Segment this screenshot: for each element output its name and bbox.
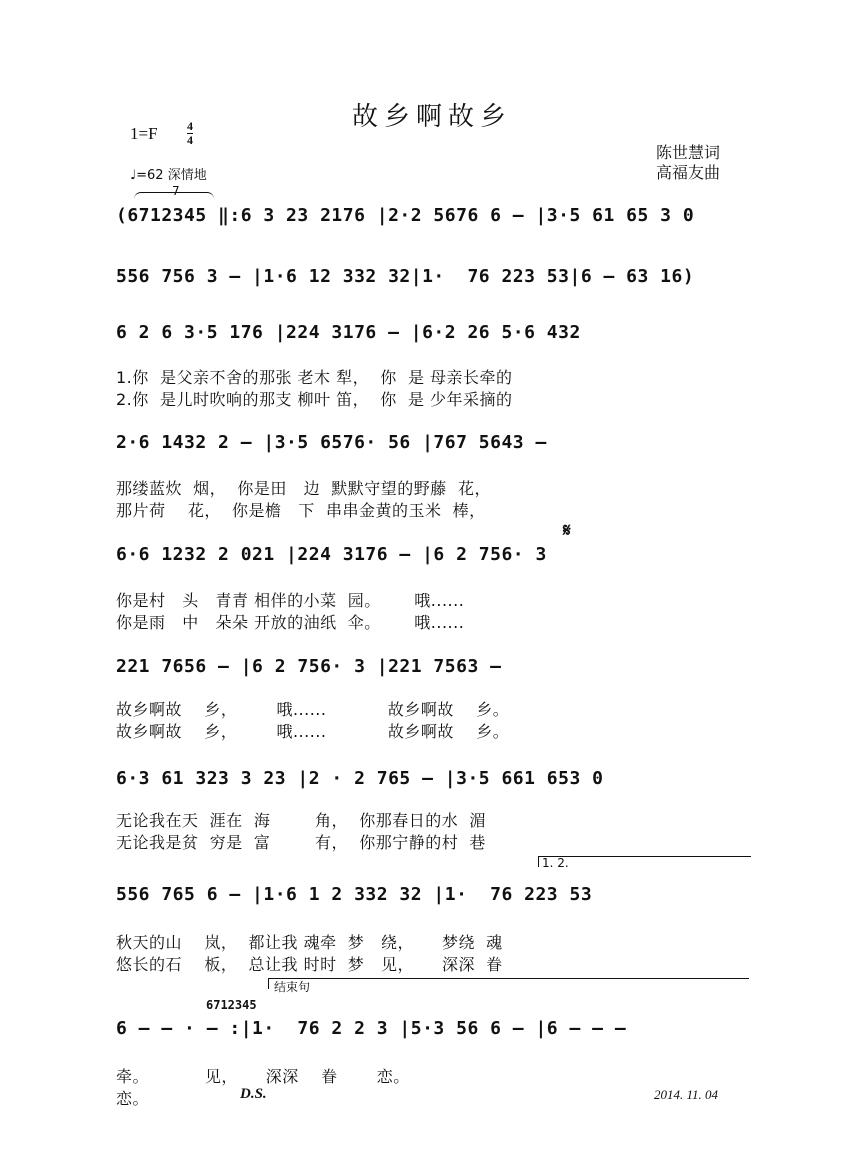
lyric-4-1: 那缕蓝炊 烟， 你是田 边 默默守望的野藤 花， [116, 479, 491, 498]
lyric-5-1: 你是村 头 青青 相伴的小菜 园。 哦...... [116, 591, 465, 610]
time-bottom: 4 [187, 133, 193, 147]
lyric-9-1: 牵。 见， 深深 眷 恋。 [116, 1067, 410, 1086]
lyric-8-1: 秋天的山 岚， 都让我 魂牵 梦 绕， 梦绕 魂 [116, 933, 503, 952]
lyric-8-2: 悠长的石 板， 总让我 时时 梦 见， 深深 眷 [116, 955, 503, 974]
dal-segno-mark: D.S. [240, 1086, 267, 1102]
score-line-4: 2·6 1432 2 – |3·5 6576· 56 |767 5643 – [116, 432, 547, 453]
key-signature: 1=F [130, 124, 158, 143]
volta-label: 1. 2. [542, 856, 569, 870]
song-title: 故乡啊故乡 [351, 102, 512, 132]
lyric-3-2: 2.你 是儿时吹响的那支 柳叶 笛， 你 是 少年采摘的 [116, 390, 513, 409]
ending-intro-small: 6712345 [206, 998, 257, 1012]
time-top: 4 [187, 119, 193, 133]
lyric-6-2: 故乡啊故 乡， 哦...... 故乡啊故 乡。 [116, 722, 510, 741]
ending-bracket [268, 978, 749, 989]
lyric-5-2: 你是雨 中 朵朵 开放的油纸 伞。 哦...... [116, 613, 465, 632]
lyric-7-2: 无论我是贫 穷是 富 有， 你那宁静的村 巷 [116, 833, 486, 852]
score-line-2: 556 756 3 – |1·6 12 332 32|1· 76 223 53|6 – 63 16) [116, 266, 695, 287]
intro-bracket-number: 7 [172, 184, 180, 198]
score-line-6: 221 7656 – |6 2 756· 3 |221 7563 – [116, 656, 502, 677]
lyricist-credit: 陈世慧词 [656, 143, 721, 162]
date-stamp: 2014. 11. 04 [654, 1087, 719, 1102]
score-line-3: 6 2 6 3·5 176 |224 3176 – |6·2 26 5·6 432 [116, 322, 581, 343]
lyric-3-1: 1.你 是父亲不舍的那张 老木 犁， 你 是 母亲长牵的 [116, 368, 513, 387]
intro-slur [134, 192, 214, 199]
composer-credit: 高福友曲 [656, 163, 721, 182]
lyric-4-2: 那片荷 花， 你是檐 下 串串金黄的玉米 棒， [116, 501, 486, 520]
ending-label: 结束句 [274, 980, 311, 994]
segno-sign: 𝄋 [563, 520, 571, 541]
score-line-1: (6712345 ‖:6 3 23 2176 |2·2 5676 6 – |3·5 61 65 3 0 [116, 205, 695, 226]
score-line-7: 6·3 61 323 3 23 |2 · 2 765 – |3·5 661 653 0 [116, 768, 604, 789]
lyric-6-1: 故乡啊故 乡， 哦...... 故乡啊故 乡。 [116, 700, 510, 719]
volta-bracket [538, 856, 751, 867]
lyric-9-2: 恋。 [116, 1089, 150, 1108]
score-line-8: 556 765 6 – |1·6 1 2 332 32 |1· 76 223 53 [116, 884, 593, 905]
lyric-7-1: 无论我在天 涯在 海 角， 你那春日的水 湄 [116, 811, 486, 830]
tempo-marking: ♩=62 深情地 [130, 168, 207, 183]
score-line-9: 6 – – · – :|1· 76 2 2 3 |5·3 56 6 – |6 – – – [116, 1018, 627, 1039]
score-line-5: 6·6 1232 2 021 |224 3176 – |6 2 756· 3 [116, 544, 547, 565]
time-signature [187, 120, 193, 146]
